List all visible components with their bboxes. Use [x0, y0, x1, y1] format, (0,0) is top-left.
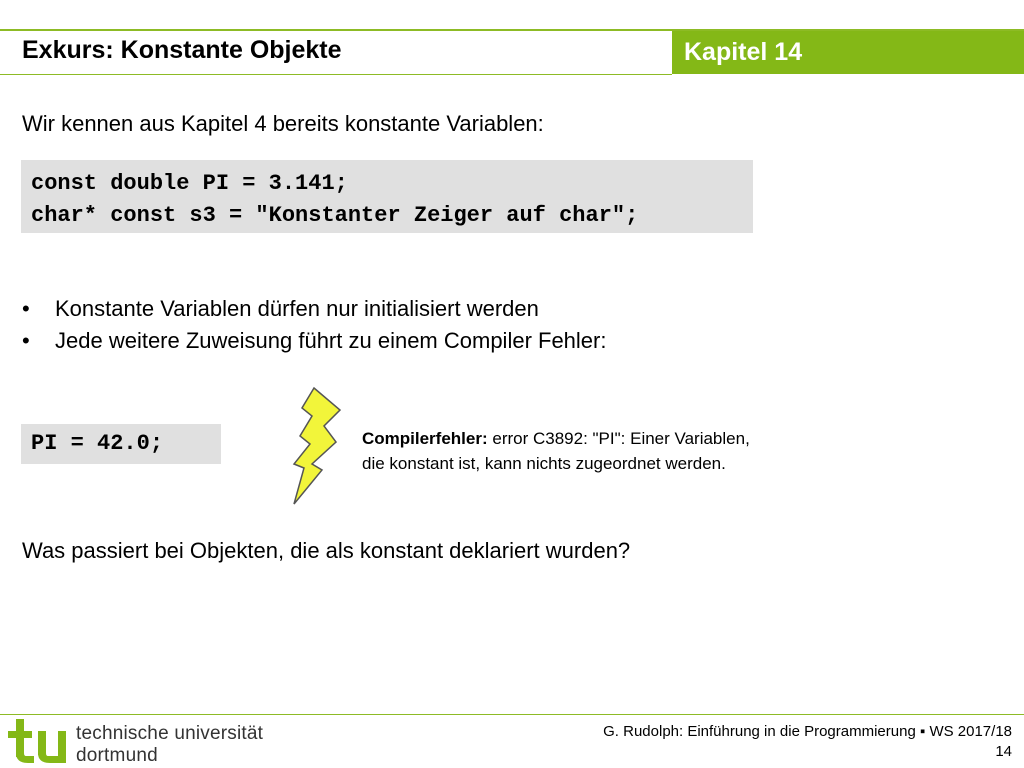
course-credit: G. Rudolph: Einführung in die Programmierung ▪ WS 2017/18: [603, 723, 1012, 740]
intro-text: Wir kennen aus Kapitel 4 bereits konstante Variablen:: [22, 111, 544, 136]
error-message-line2: die konstant ist, kann nichts zugeordnet werden.: [362, 454, 726, 473]
error-label: Compilerfehler:: [362, 429, 488, 448]
code-block-constants: [21, 160, 753, 233]
bullet-text: Jede weitere Zuweisung führt zu einem Compiler Fehler:: [55, 328, 607, 353]
bullet-item: [22, 293, 606, 325]
university-line2: dortmund: [76, 745, 158, 766]
footer-credit: [603, 722, 1012, 762]
slide-title: Exkurs: Konstante Objekte: [22, 36, 342, 64]
chapter-label: Kapitel 14: [684, 38, 803, 66]
chapter-badge: [672, 31, 1024, 74]
university-line1: technische universität: [76, 723, 264, 744]
compiler-error-message: [362, 426, 902, 476]
bullet-marker: •: [22, 296, 30, 321]
tu-logo-icon: [4, 717, 70, 765]
bullet-marker: •: [22, 328, 30, 353]
bullet-text: Konstante Variablen dürfen nur initialisiert werden: [55, 296, 539, 321]
code-line: const double PI = 3.141;: [31, 171, 348, 196]
page-number: 14: [995, 743, 1012, 760]
question-text: Was passiert bei Objekten, die als konstant deklariert wurden?: [22, 538, 631, 563]
bullet-item: [22, 325, 606, 357]
lightning-bolt-icon: [290, 386, 342, 506]
university-name: [76, 723, 263, 767]
footer-divider: [0, 714, 1024, 715]
header-divider: [0, 74, 672, 75]
code-line: char* const s3 = "Konstanter Zeiger auf char";: [31, 203, 639, 228]
error-message-line1: error C3892: "PI": Einer Variablen,: [487, 429, 750, 448]
code-block-assignment: [21, 424, 221, 464]
bullet-list: [22, 293, 606, 357]
code-line: PI = 42.0;: [31, 431, 164, 456]
